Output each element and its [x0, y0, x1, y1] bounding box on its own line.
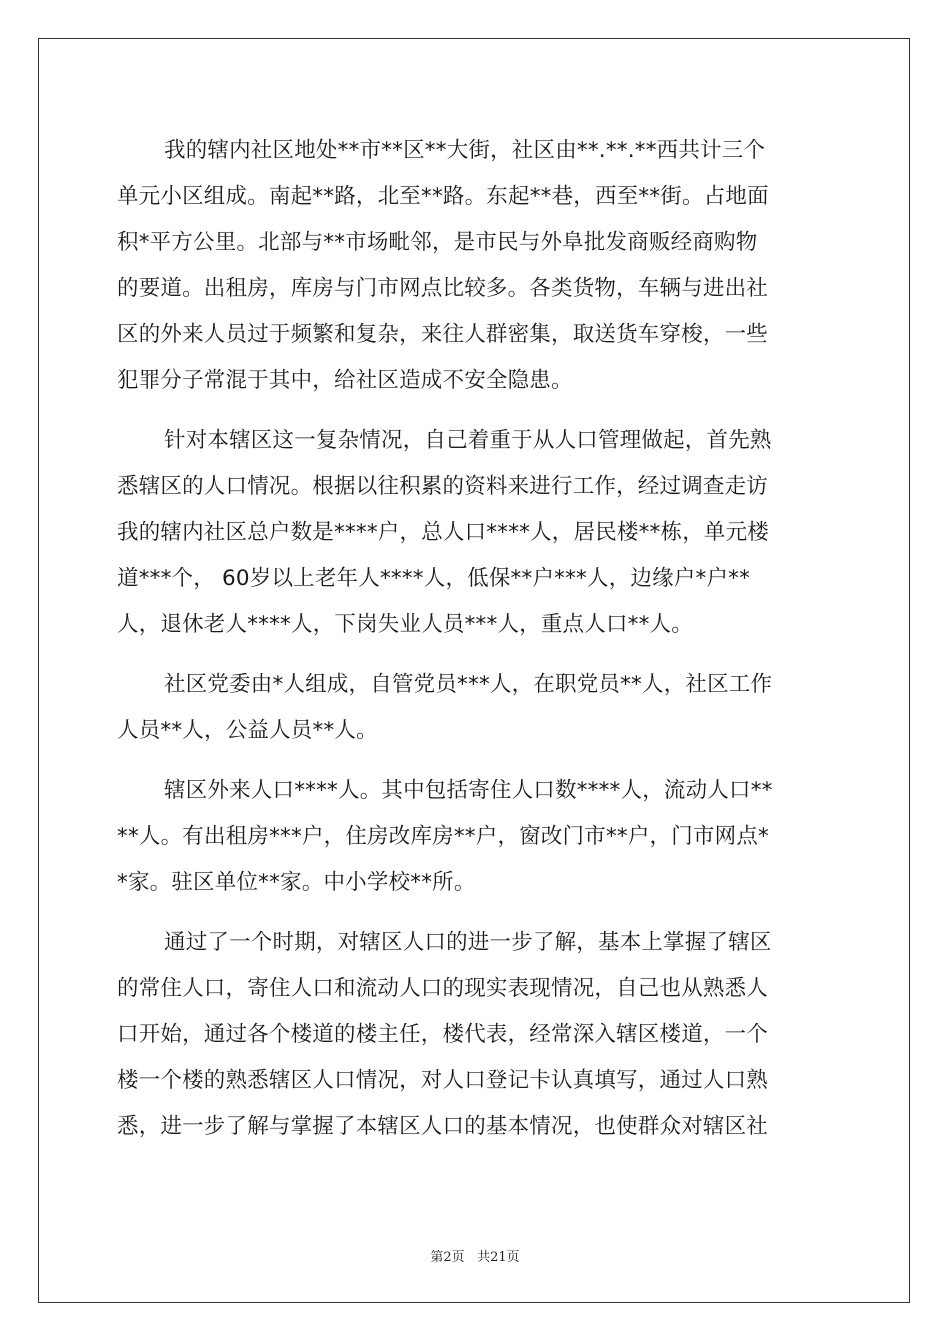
paragraph-5-line-2: 的常住人口，寄住人口和流动人口的现实表现情况，自己也从熟悉人	[117, 976, 769, 1001]
paragraph-5-line-1: 通过了一个时期，对辖区人口的进一步了解，基本上掌握了辖区	[164, 930, 772, 955]
document-body	[117, 128, 839, 1150]
paragraph-2-line-3: 我的辖内社区总户数是****户，总人口****人，居民楼**栋，单元楼	[117, 520, 770, 545]
paragraph-4-line-2: **人。有出租房***户，住房改库房**户，窗改门市**户，门市网点*	[117, 824, 770, 849]
page-footer	[0, 1246, 950, 1265]
paragraph-2-line-5: 人，退休老人****人，下岗失业人员***人，重点人口**人。	[117, 612, 693, 637]
paragraph-1-line-4: 的要道。出租房，库房与门市网点比较多。各类货物，车辆与进出社	[117, 276, 769, 301]
page-total: 共21页	[477, 1250, 520, 1265]
paragraph-3-line-2: 人员**人，公益人员**人。	[117, 718, 378, 743]
paragraph-5-line-5: 悉，进一步了解与掌握了本辖区人口的基本情况，也使群众对辖区社	[117, 1114, 769, 1139]
paragraph-3-line-1: 社区党委由*人组成，自管党员***人，在职党员**人，社区工作	[164, 672, 773, 697]
paragraph-1-line-5: 区的外来人员过于频繁和复杂，来往人群密集，取送货车穿梭，一些	[117, 322, 769, 347]
page-number: 第2页	[430, 1250, 465, 1265]
paragraph-4-line-3: *家。驻区单位**家。中小学校**所。	[117, 870, 476, 895]
paragraph-2-line-1: 针对本辖区这一复杂情况，自己着重于从人口管理做起，首先熟	[164, 428, 772, 453]
paragraph-1-line-2: 单元小区组成。南起**路，北至**路。东起**巷，西至**街。占地面	[117, 184, 769, 209]
paragraph-4-line-1: 辖区外来人口****人。其中包括寄住人口数****人，流动人口**	[164, 778, 773, 803]
paragraph-2-line-2: 悉辖区的人口情况。根据以往积累的资料来进行工作，经过调查走访	[117, 474, 769, 499]
paragraph-1-line-3: 积*平方公里。北部与**市场毗邻，是市民与外阜批发商贩经商购物	[117, 230, 758, 255]
paragraph-1-line-1: 我的辖内社区地处**市**区**大街，社区由**.**.**西共计三个	[164, 138, 766, 163]
paragraph-1-line-6: 犯罪分子常混于其中，给社区造成不安全隐患。	[117, 368, 573, 393]
paragraph-5-line-4: 楼一个楼的熟悉辖区人口情况，对人口登记卡认真填写，通过人口熟	[117, 1068, 769, 1093]
paragraph-2-line-4: 道***个， 60岁以上老年人****人，低保**户***人，边缘户*户**	[117, 566, 751, 591]
paragraph-5-line-3: 口开始，通过各个楼道的楼主任，楼代表，经常深入辖区楼道，一个	[117, 1022, 769, 1047]
